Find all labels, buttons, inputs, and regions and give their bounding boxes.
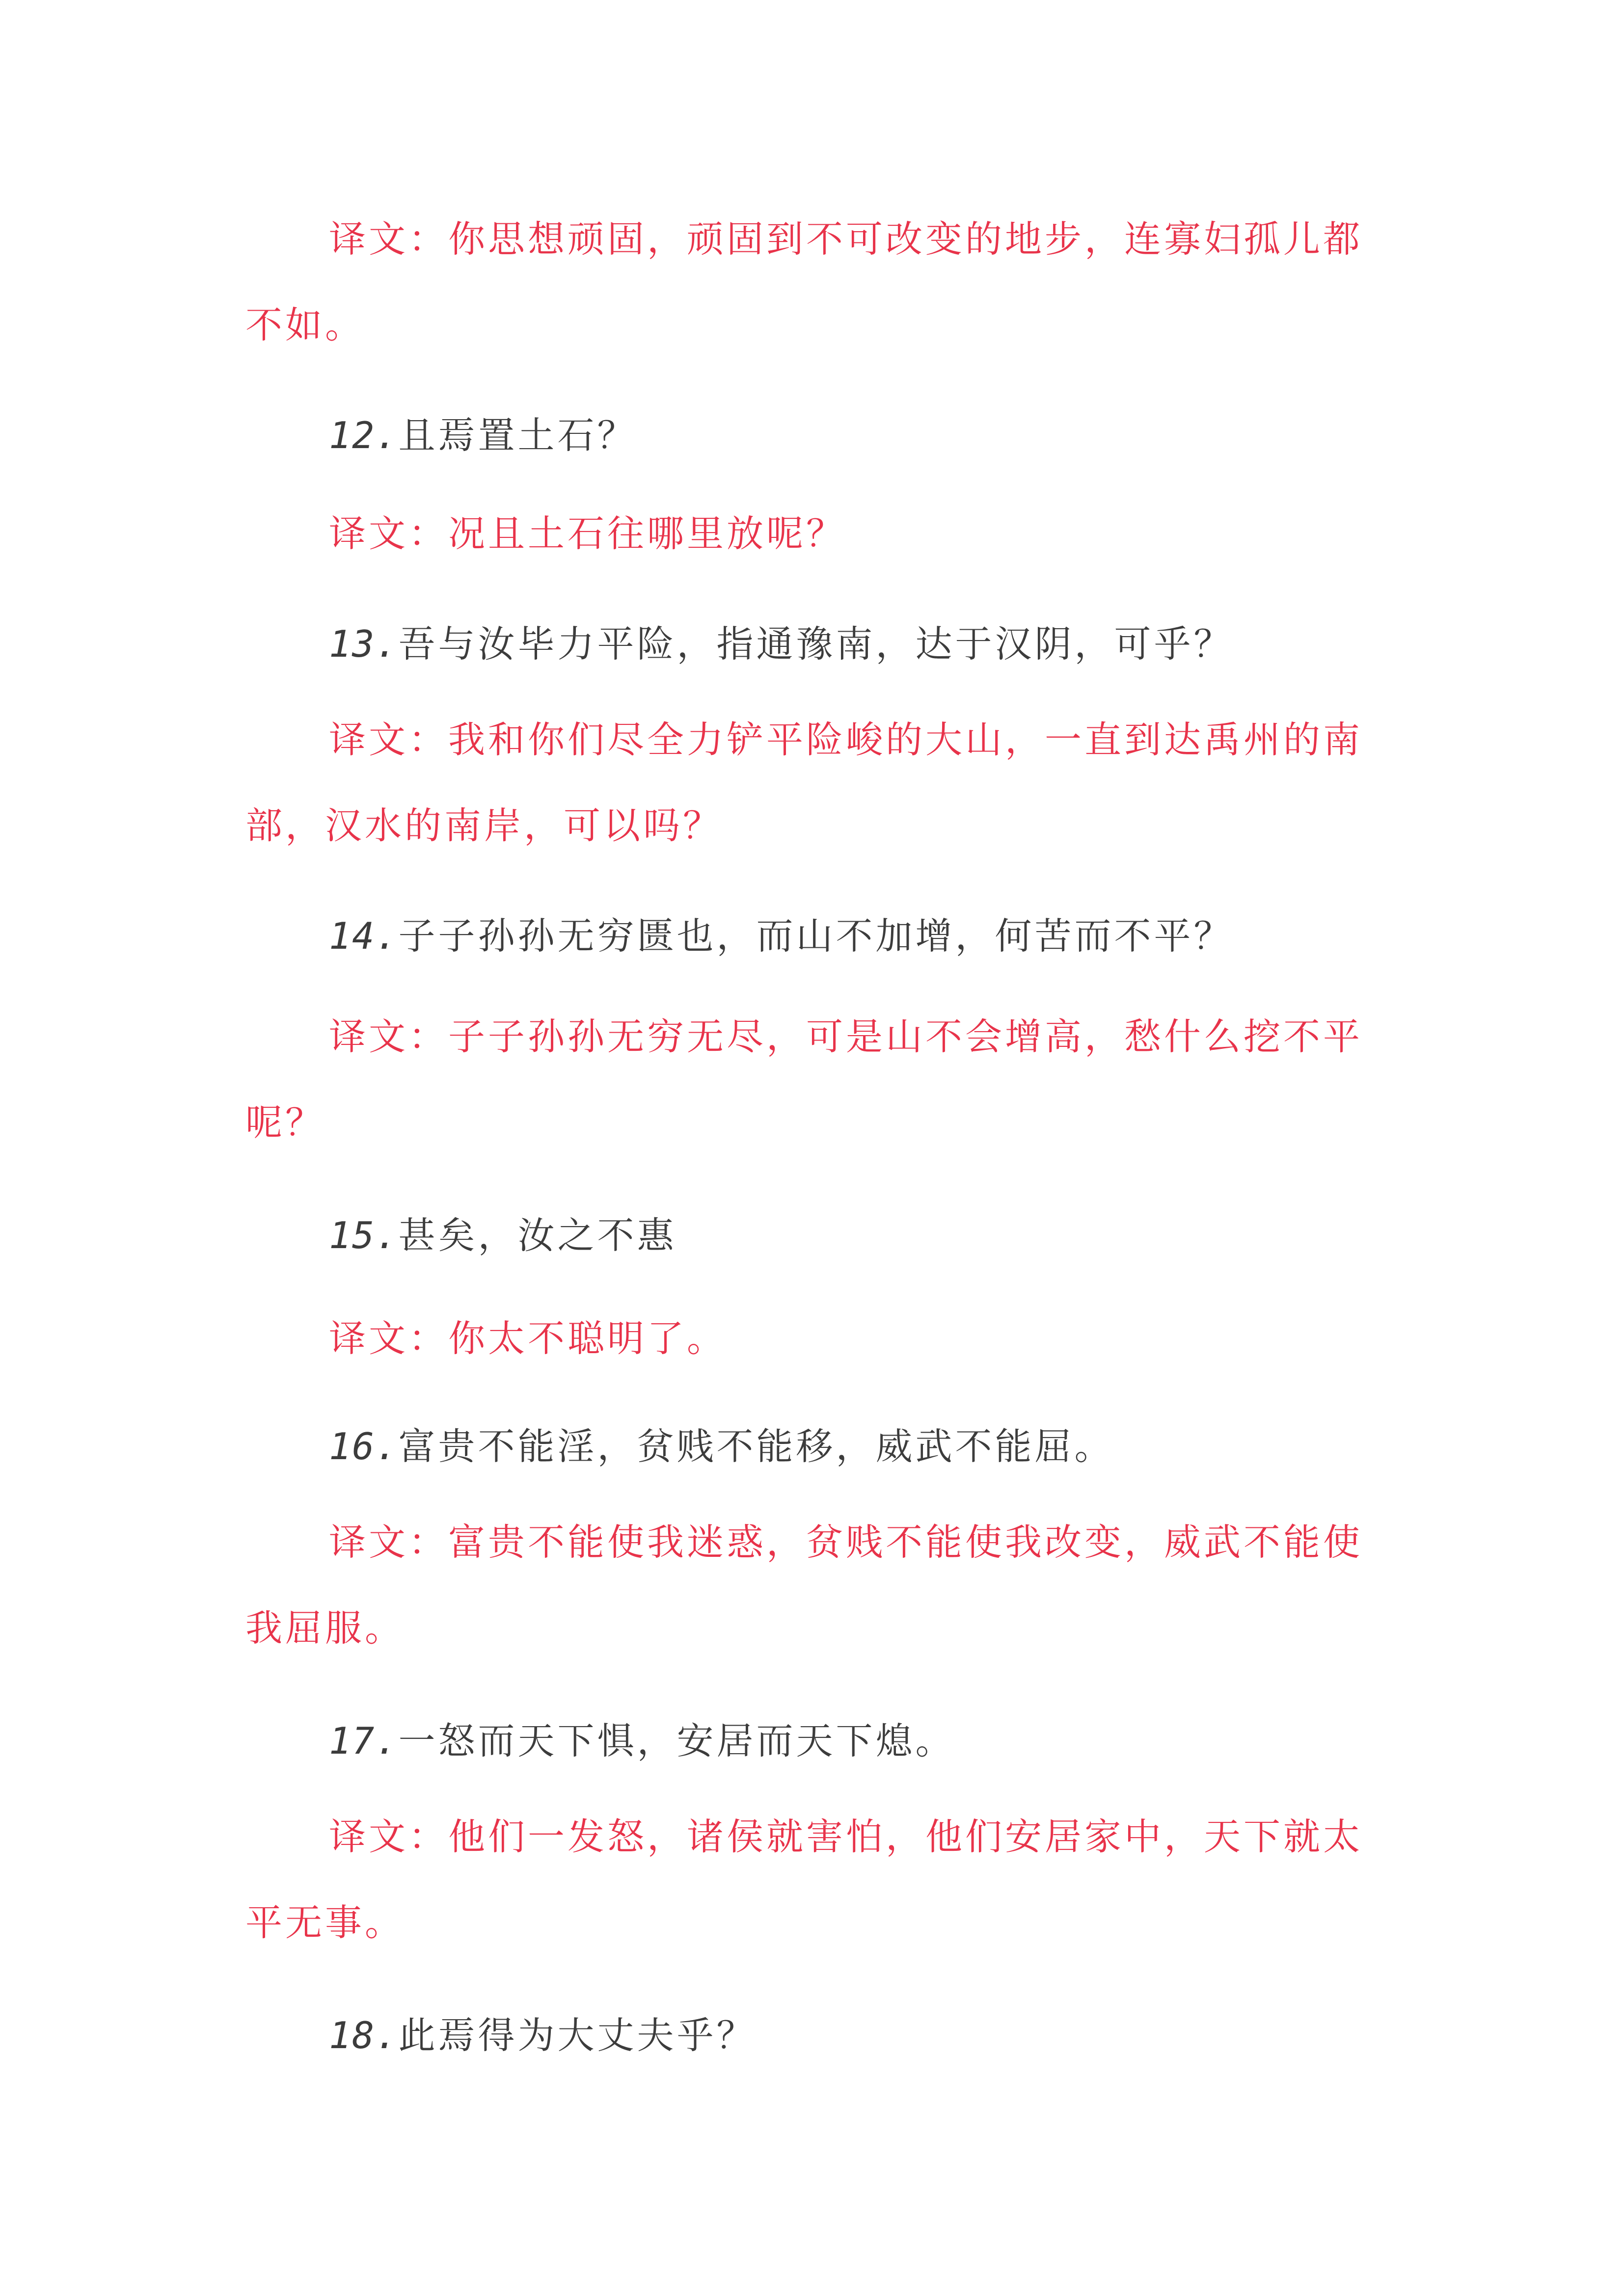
question-text: 此焉得为大丈夫乎？	[398, 2014, 757, 2057]
translation-text: 译文：况且土石往哪里放呢？	[329, 512, 846, 555]
question-12	[245, 393, 1389, 479]
translation-17	[245, 1794, 1389, 1966]
translation-text: 译文：我和你们尽全力铲平险峻的大山，一直到达禹州的南部，汉水的南岸，可以吗？	[245, 718, 1363, 847]
question-number: 18.	[329, 2014, 399, 2057]
translation-15	[245, 1296, 1389, 1382]
question-number: 17.	[329, 1719, 399, 1762]
question-number: 16.	[329, 1425, 399, 1468]
question-18	[245, 1993, 1389, 2079]
question-16	[245, 1404, 1389, 1490]
question-14	[245, 893, 1389, 979]
translation-16	[245, 1499, 1389, 1671]
question-15	[245, 1193, 1389, 1279]
translation-13	[245, 697, 1389, 869]
question-13	[245, 601, 1389, 687]
translation-11	[245, 196, 1389, 368]
translation-text: 译文：富贵不能使我迷惑，贫贱不能使我改变，威武不能使我屈服。	[245, 1521, 1363, 1650]
translation-text: 译文：他们一发怒，诸侯就害怕，他们安居家中，天下就太平无事。	[245, 1815, 1363, 1944]
question-number: 12.	[329, 414, 399, 457]
question-number: 14.	[329, 914, 399, 958]
question-text: 且焉置土石？	[398, 414, 637, 457]
translation-text: 译文：你思想顽固，顽固到不可改变的地步，连寡妇孤儿都不如。	[245, 217, 1363, 347]
question-number: 15.	[329, 1214, 399, 1257]
question-text: 甚矣，汝之不惠	[398, 1214, 677, 1257]
question-text: 吾与汝毕力平险，指通豫南，达于汉阴，可乎？	[398, 622, 1234, 666]
question-number: 13.	[329, 622, 399, 666]
translation-text: 译文：子子孙孙无穷无尽，可是山不会增高，愁什么挖不平呢？	[245, 1015, 1363, 1144]
question-text: 富贵不能淫，贫贱不能移，威武不能屈。	[398, 1425, 1114, 1468]
question-text: 子子孙孙无穷匮也，而山不加增，何苦而不平？	[398, 914, 1234, 958]
translation-text: 译文：你太不聪明了。	[329, 1317, 727, 1360]
translation-12	[245, 491, 1389, 577]
question-text: 一怒而天下惧，安居而天下熄。	[398, 1719, 955, 1762]
question-17	[245, 1698, 1389, 1784]
translation-14	[245, 994, 1389, 1166]
